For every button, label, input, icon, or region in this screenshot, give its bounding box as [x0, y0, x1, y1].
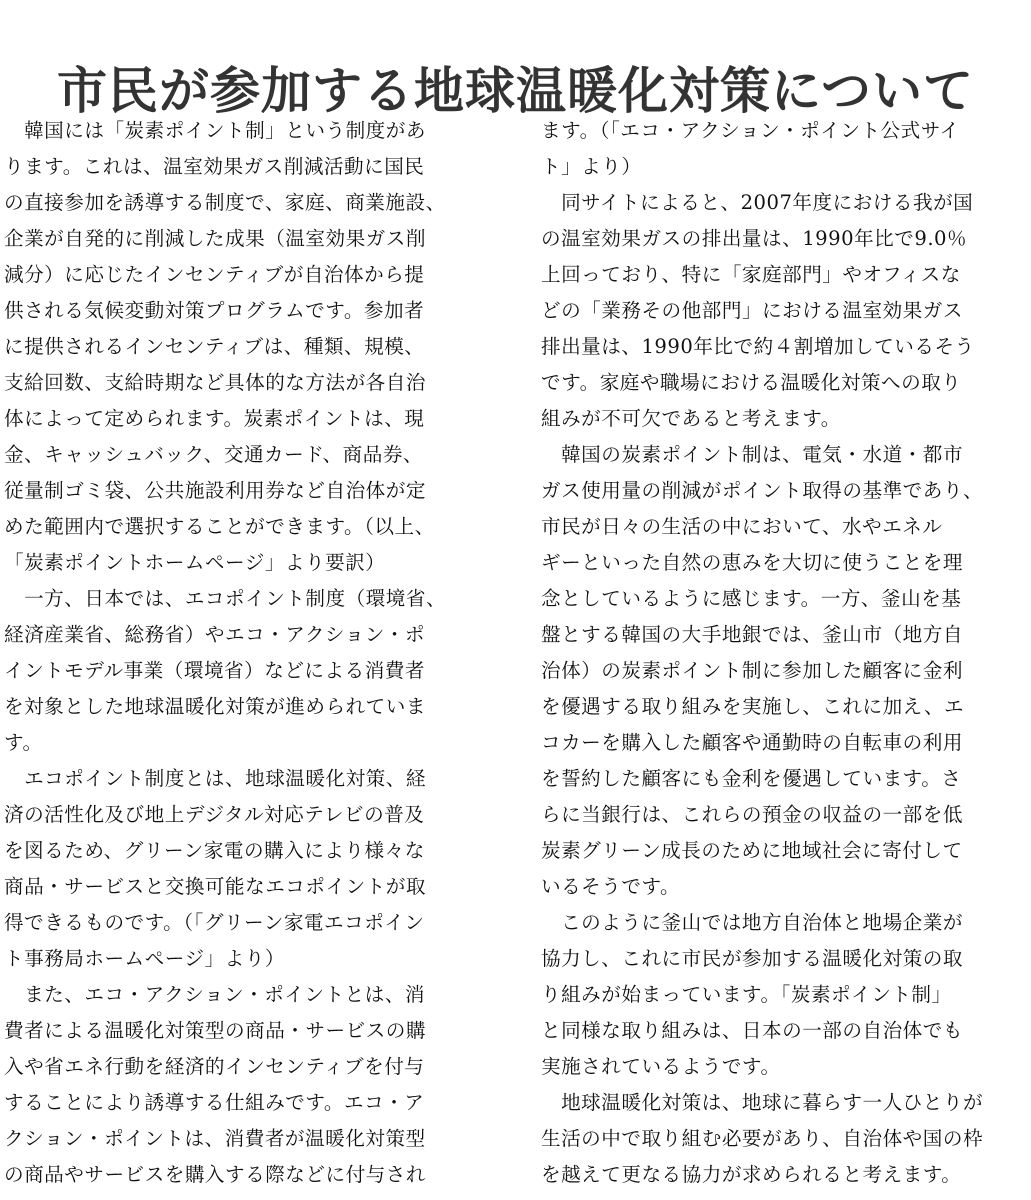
text-line: を越えて更なる協力が求められると考えます。: [541, 1163, 962, 1186]
text-line: 一方、日本では、エコポイント制度（環境省、: [4, 587, 447, 610]
text-line: 得できるものです。（「グリーン家電エコポイン: [4, 911, 425, 934]
text-line: 経済産業省、総務省）やエコ・アクション・ポ: [4, 623, 425, 646]
text-line: と同様な取り組みは、日本の一部の自治体でも: [541, 1019, 963, 1042]
text-line: を誓約した顧客にも金利を優遇しています。さ: [541, 767, 962, 790]
text-line: 市民が日々の生活の中において、水やエネル: [541, 515, 943, 538]
text-line: に提供されるインセンティブは、種類、規模、: [4, 335, 425, 358]
text-line: 「炭素ポイントホームページ」より要訳）: [4, 551, 386, 574]
paragraph: [541, 185, 1027, 437]
text-line: 地球温暖化対策は、地球に暮らす一人ひとりが: [541, 1091, 984, 1114]
text-line: 済の活性化及び地上デジタル対応テレビの普及: [4, 803, 425, 826]
text-line: ガス使用量の削減がポイント取得の基準であり、: [541, 479, 984, 502]
text-line: 同サイトによると、2007年度における我が国: [541, 191, 974, 214]
text-line: ます。（「エコ・アクション・ポイント公式サイ: [541, 119, 960, 142]
text-line: 治体）の炭素ポイント制に参加した顧客に金利: [541, 659, 963, 682]
text-line: す。: [4, 731, 43, 754]
text-line: 企業が自発的に削減した成果（温室効果ガス削: [4, 227, 426, 250]
text-line: 盤とする韓国の大手地銀では、釜山市（地方自: [541, 623, 963, 646]
text-line: 商品・サービスと交換可能なエコポイントが取: [4, 875, 426, 898]
text-line: このように釜山では地方自治体と地場企業が: [541, 911, 963, 934]
text-line: どの「業務その他部門」における温室効果ガス: [541, 299, 963, 322]
text-line: です。家庭や職場における温暖化対策への取り: [541, 371, 962, 394]
text-line: 費者による温暖化対策型の商品・サービスの購: [4, 1019, 426, 1042]
paragraph: [541, 113, 1027, 185]
left-column: [4, 113, 494, 1193]
text-line: いるそうです。: [541, 875, 681, 898]
text-line: イントモデル事業（環境省）などによる消費者: [4, 659, 425, 682]
text-line: らに当銀行は、これらの預金の収益の一部を低: [541, 803, 963, 826]
paragraph: [541, 1085, 1027, 1193]
text-line: 生活の中で取り組む必要があり、自治体や国の枠: [541, 1127, 984, 1150]
text-line: 供される気候変動対策プログラムです。参加者: [4, 299, 425, 322]
text-line: 入や省エネ行動を経済的インセンティブを付与: [4, 1055, 425, 1078]
text-line: 上回っており、特に「家庭部門」やオフィスな: [541, 263, 961, 286]
page-title: 市民が参加する地球温暖化対策について: [57, 61, 974, 120]
text-line: 協力し、これに市民が参加する温暖化対策の取: [541, 947, 963, 970]
paragraph: [4, 761, 494, 977]
text-line: 体によって定められます。炭素ポイントは、現: [4, 407, 425, 430]
right-column: [541, 113, 1027, 1193]
text-line: 実施されているようです。: [541, 1055, 781, 1078]
text-line: 組みが不可欠であると考えます。: [541, 407, 841, 430]
text-line: の直接参加を誘導する制度で、家庭、商業施設、: [4, 191, 446, 214]
text-line: 排出量は、1990年比で約４割増加しているそう: [541, 335, 975, 358]
text-line: ギーといった自然の恵みを大切に使うことを理: [541, 551, 963, 574]
text-line: ト事務局ホームページ」より）: [4, 947, 285, 970]
text-line: クション・ポイントは、消費者が温暖化対策型: [4, 1127, 426, 1150]
paragraph: [4, 113, 494, 581]
text-line: また、エコ・アクション・ポイントとは、消: [4, 983, 425, 1006]
text-line: 従量制ゴミ袋、公共施設利用券など自治体が定: [4, 479, 426, 502]
text-line: ります。これは、温室効果ガス削減活動に国民: [4, 155, 425, 178]
text-line: を図るため、グリーン家電の購入により様々な: [4, 839, 425, 862]
text-line: エコポイント制度とは、地球温暖化対策、経: [4, 767, 426, 790]
text-line: の温室効果ガスの排出量は、1990年比で9.0％: [541, 227, 968, 250]
paragraph: [4, 977, 494, 1193]
text-line: 支給回数、支給時期など具体的な方法が各自治: [4, 371, 426, 394]
text-line: 減分）に応じたインセンティブが自治体から提: [4, 263, 425, 286]
text-line: 韓国の炭素ポイント制は、電気・水道・都市: [541, 443, 963, 466]
paragraph: [4, 581, 494, 761]
text-line: を優遇する取り組みを実施し、これに加え、エ: [541, 695, 965, 718]
text-line: めた範囲内で選択することができます。（以上、: [4, 515, 435, 538]
text-line: することにより誘導する仕組みです。エコ・ア: [4, 1091, 425, 1114]
text-line: 金、キャッシュバック、交通カード、商品券、: [4, 443, 424, 466]
paragraph: [541, 437, 1027, 905]
text-line: ト」より）: [541, 155, 642, 178]
text-line: 念としているように感じます。一方、釜山を基: [541, 587, 962, 610]
text-line: 炭素グリーン成長のために地域社会に寄付して: [541, 839, 963, 862]
text-line: り組みが始まっています。「炭素ポイント制」: [541, 983, 952, 1006]
paragraph: [541, 905, 1027, 1085]
text-line: 韓国には「炭素ポイント制」という制度があ: [4, 119, 426, 142]
text-line: コカーを購入した顧客や通勤時の自転車の利用: [541, 731, 963, 754]
text-line: の商品やサービスを購入する際などに付与され: [4, 1163, 426, 1186]
text-line: を対象とした地球温暖化対策が進められていま: [4, 695, 426, 718]
